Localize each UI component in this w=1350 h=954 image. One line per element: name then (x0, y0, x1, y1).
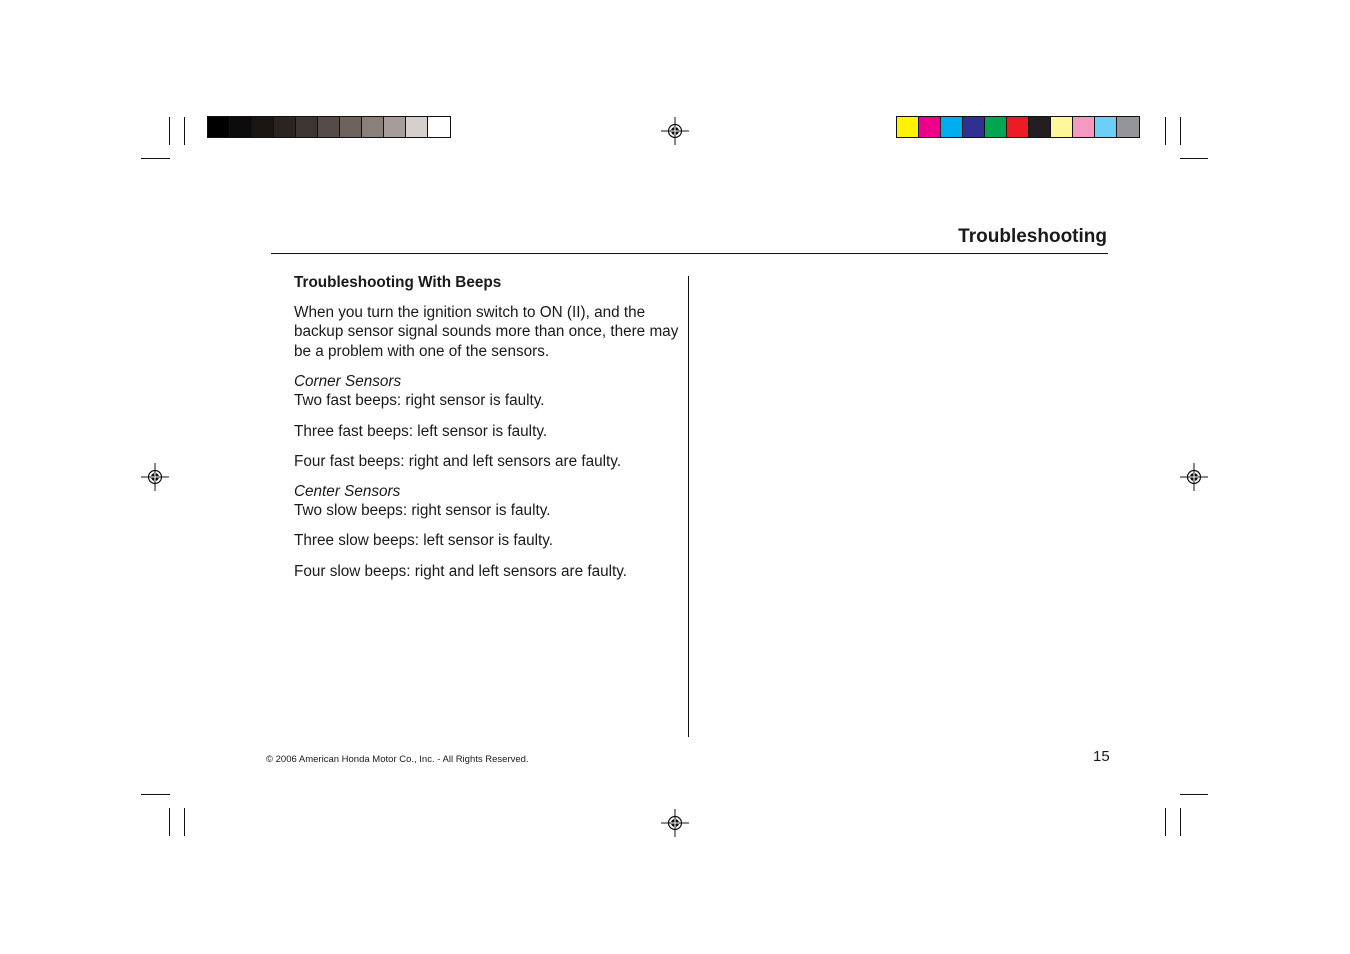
color-swatch (1095, 117, 1117, 137)
group-center-sensors (294, 482, 679, 521)
group-title: Corner Sensors (294, 372, 402, 390)
color-swatch (428, 117, 450, 137)
registration-mark-icon (140, 462, 170, 492)
crop-mark (169, 808, 170, 836)
color-swatch (941, 117, 963, 137)
color-swatch (384, 117, 406, 137)
header-divider (271, 253, 1108, 254)
color-swatch (208, 117, 230, 137)
crop-mark (1180, 808, 1181, 836)
registration-mark-icon (1179, 462, 1209, 492)
registration-mark-icon (660, 116, 690, 146)
list-item: Two slow beeps: right sensor is faulty. (294, 502, 551, 520)
main-content (294, 273, 679, 592)
grayscale-color-bar (207, 116, 451, 138)
color-swatch (406, 117, 428, 137)
color-swatch (1117, 117, 1139, 137)
crop-mark (141, 794, 170, 795)
color-swatch (318, 117, 340, 137)
crop-mark (1180, 158, 1208, 159)
color-swatch (897, 117, 919, 137)
color-swatch (985, 117, 1007, 137)
group-corner-sensors (294, 372, 679, 411)
color-swatch (963, 117, 985, 137)
color-swatch (1051, 117, 1073, 137)
color-swatch (340, 117, 362, 137)
column-divider (688, 276, 689, 737)
content-heading: Troubleshooting With Beeps (294, 274, 502, 291)
list-item: Three slow beeps: left sensor is faulty. (294, 532, 554, 550)
color-swatch (362, 117, 384, 137)
crop-mark (1180, 117, 1181, 145)
group-title: Center Sensors (294, 482, 401, 500)
registration-mark-icon (660, 808, 690, 838)
color-swatch (274, 117, 296, 137)
crop-mark (169, 117, 170, 145)
copyright-notice: © 2006 American Honda Motor Co., Inc. - All Rights Reserved. (266, 754, 529, 765)
list-item: Three fast beeps: left sensor is faulty. (294, 422, 548, 440)
page-number: 15 (1093, 748, 1110, 765)
crop-mark (1165, 117, 1166, 145)
color-swatch (296, 117, 318, 137)
color-swatch (230, 117, 252, 137)
crop-mark (141, 158, 170, 159)
intro-paragraph: When you turn the ignition switch to ON (II), and the backup sensor signal sounds more than once, there may be a problem with one of the sensors. (294, 303, 679, 360)
section-title: Troubleshooting (958, 226, 1107, 247)
crop-mark (1180, 794, 1208, 795)
process-color-bar (896, 116, 1140, 138)
color-swatch (1029, 117, 1051, 137)
color-swatch (1007, 117, 1029, 137)
color-swatch (919, 117, 941, 137)
color-swatch (252, 117, 274, 137)
crop-mark (1165, 808, 1166, 836)
list-item: Four slow beeps: right and left sensors are faulty. (294, 562, 628, 580)
list-item: Four fast beeps: right and left sensors are faulty. (294, 452, 622, 470)
color-swatch (1073, 117, 1095, 137)
crop-mark (184, 117, 185, 145)
list-item: Two fast beeps: right sensor is faulty. (294, 392, 545, 410)
crop-mark (184, 808, 185, 836)
